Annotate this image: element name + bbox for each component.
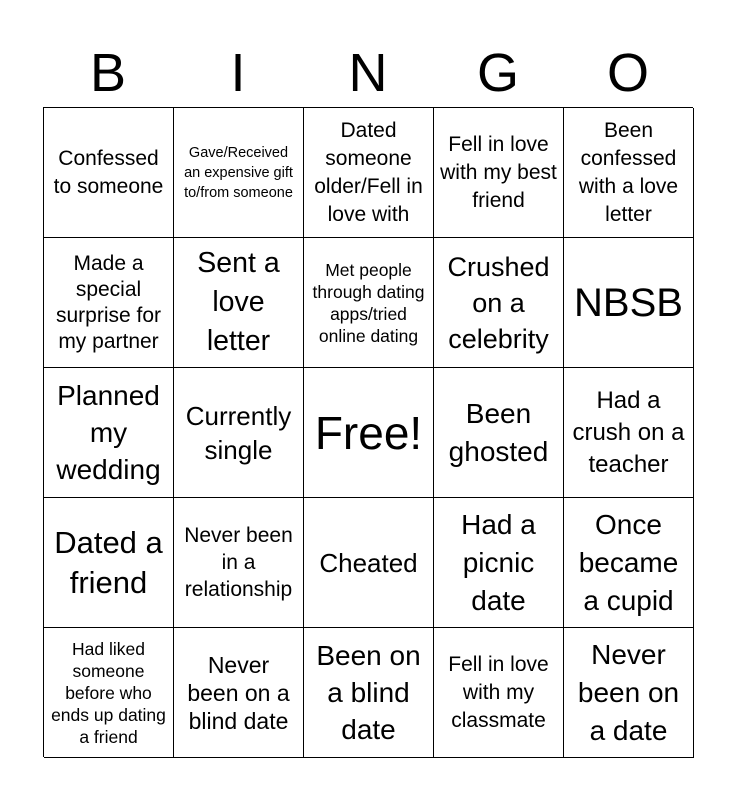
cell-text: Had a picnic date bbox=[461, 508, 536, 616]
cell-text: Made a special surprise for my partner bbox=[55, 251, 162, 353]
cell-text: Had a crush on a teacher bbox=[572, 386, 685, 478]
bingo-header bbox=[43, 40, 693, 106]
header-letter-n: N bbox=[348, 43, 388, 103]
cell-text: Cheated bbox=[319, 547, 418, 578]
cell-text: Been confessed with a love letter bbox=[578, 118, 679, 226]
bingo-cell-r5c3[interactable] bbox=[304, 628, 434, 758]
header-letter-b: B bbox=[89, 43, 127, 103]
bingo-cell-r3c5[interactable] bbox=[564, 368, 694, 498]
bingo-cell-r5c4[interactable] bbox=[434, 628, 564, 758]
cell-text: Had liked someone before who ends up dating a friend bbox=[51, 638, 166, 747]
cell-text: Crushed on a celebrity bbox=[447, 251, 550, 354]
bingo-cell-r5c5[interactable] bbox=[564, 628, 694, 758]
bingo-cell-r2c4[interactable] bbox=[434, 238, 564, 368]
cell-text: Currently single bbox=[185, 400, 292, 465]
cell-text: Planned my wedding bbox=[56, 380, 161, 485]
header-letter-g: G bbox=[476, 43, 519, 103]
bingo-board bbox=[43, 107, 693, 757]
bingo-cell-r3c4[interactable] bbox=[434, 368, 564, 498]
bingo-cell-r4c1[interactable] bbox=[44, 498, 174, 628]
bingo-cell-r1c4[interactable] bbox=[434, 108, 564, 238]
bingo-cell-r1c2[interactable] bbox=[174, 108, 304, 238]
bingo-cell-r3c2[interactable] bbox=[174, 368, 304, 498]
bingo-cell-r4c5[interactable] bbox=[564, 498, 694, 628]
bingo-cell-r4c4[interactable] bbox=[434, 498, 564, 628]
bingo-cell-r2c2[interactable] bbox=[174, 238, 304, 368]
bingo-cell-r4c3[interactable] bbox=[304, 498, 434, 628]
bingo-cell-r1c1[interactable] bbox=[44, 108, 174, 238]
cell-text: Dated a friend bbox=[54, 524, 163, 600]
cell-text: Fell in love with my best friend bbox=[440, 132, 557, 212]
bingo-cell-r4c2[interactable] bbox=[174, 498, 304, 628]
cell-text: Once became a cupid bbox=[578, 508, 679, 616]
cell-text: Met people through dating apps/tried online dating bbox=[312, 259, 425, 346]
bingo-cell-r1c5[interactable] bbox=[564, 108, 694, 238]
cell-text: Never been in a relationship bbox=[184, 524, 293, 601]
bingo-cell-r5c2[interactable] bbox=[174, 628, 304, 758]
bingo-cell-r3c3[interactable] bbox=[304, 368, 434, 498]
bingo-cell-r1c3[interactable] bbox=[304, 108, 434, 238]
cell-text: Sent a love letter bbox=[197, 247, 280, 357]
bingo-cell-r2c1[interactable] bbox=[44, 238, 174, 368]
cell-text: NBSB bbox=[574, 280, 683, 325]
header-letter-o: O bbox=[606, 43, 649, 103]
bingo-cell-r2c3[interactable] bbox=[304, 238, 434, 368]
bingo-cell-r5c1[interactable] bbox=[44, 628, 174, 758]
header-letter-i: I bbox=[230, 43, 246, 103]
cell-text: Never been on a blind date bbox=[187, 651, 290, 734]
bingo-cell-r3c1[interactable] bbox=[44, 368, 174, 498]
cell-text: Been ghosted bbox=[448, 397, 549, 467]
cell-text: Confessed to someone bbox=[53, 146, 164, 198]
cell-text: Gave/Received an expensive gift to/from someone bbox=[184, 144, 293, 201]
cell-text: Dated someone older/Fell in love with bbox=[314, 118, 423, 226]
free-space: Free! bbox=[314, 406, 423, 459]
cell-text: Fell in love with my classmate bbox=[448, 652, 549, 732]
cell-text: Never been on a date bbox=[577, 638, 680, 746]
cell-text: Been on a blind date bbox=[316, 640, 421, 745]
bingo-cell-r2c5[interactable] bbox=[564, 238, 694, 368]
